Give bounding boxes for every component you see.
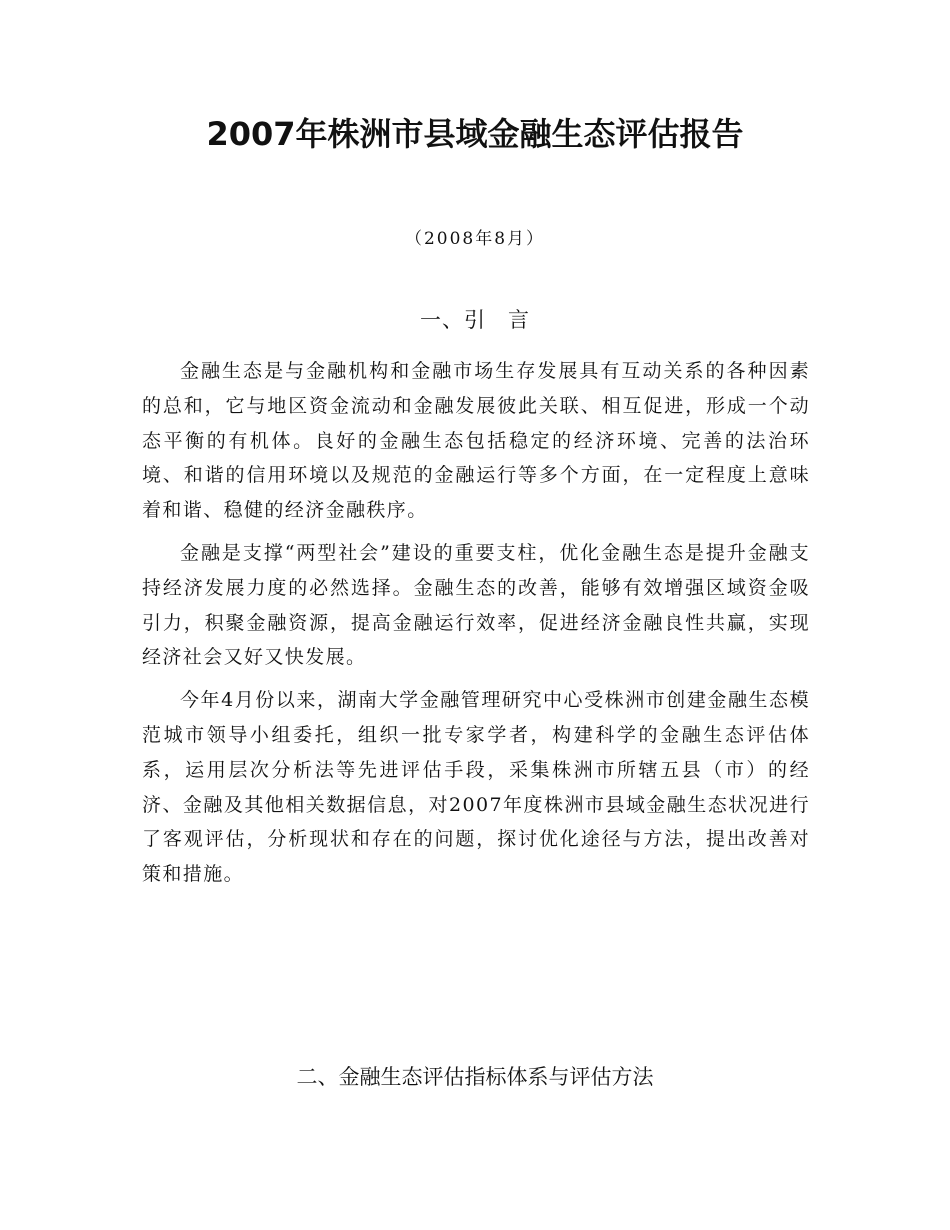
section-heading-evaluation-method: 二、金融生态评估指标体系与评估方法 <box>296 1065 654 1089</box>
document-title: 2007年株洲市县域金融生态评估报告 <box>206 115 744 153</box>
paragraph: 金融生态是与金融机构和金融市场生存发展具有互动关系的各种因素的总和，它与地区资金流动和金融发展彼此关联、相互促进，形成一个动态平衡的有机体。良好的金融生态包括稳定的经济环境、完善的法治环境、和谐的信用环境以及规范的金融运行等多个方面，在一定程度上意味着和谐、稳健的经济金融秩序。 <box>142 360 810 522</box>
section-heading-introduction: 一、引 言 <box>420 308 530 332</box>
paragraph: 金融是支撑“两型社会”建设的重要支柱，优化金融生态是提升金融支持经济发展力度的必然选择。金融生态的改善，能够有效增强区域资金吸引力，积聚金融资源，提高金融运行效率，促进经济金融良性共赢，实现经济社会又好又快发展。 <box>142 541 810 669</box>
document-date: （2008年8月） <box>404 229 546 249</box>
introduction-body <box>142 354 810 900</box>
paragraph: 今年4月份以来，湖南大学金融管理研究中心受株洲市创建金融生态模范城市领导小组委托，组织一批专家学者，构建科学的金融生态评估体系，运用层次分析法等先进评估手段，采集株洲市所辖五县（市）的经济、金融及其他相关数据信息，对2007年度株洲市县域金融生态状况进行了客观评估，分析现状和存在的问题，探讨优化途径与方法，提出改善对策和措施。 <box>142 689 810 886</box>
